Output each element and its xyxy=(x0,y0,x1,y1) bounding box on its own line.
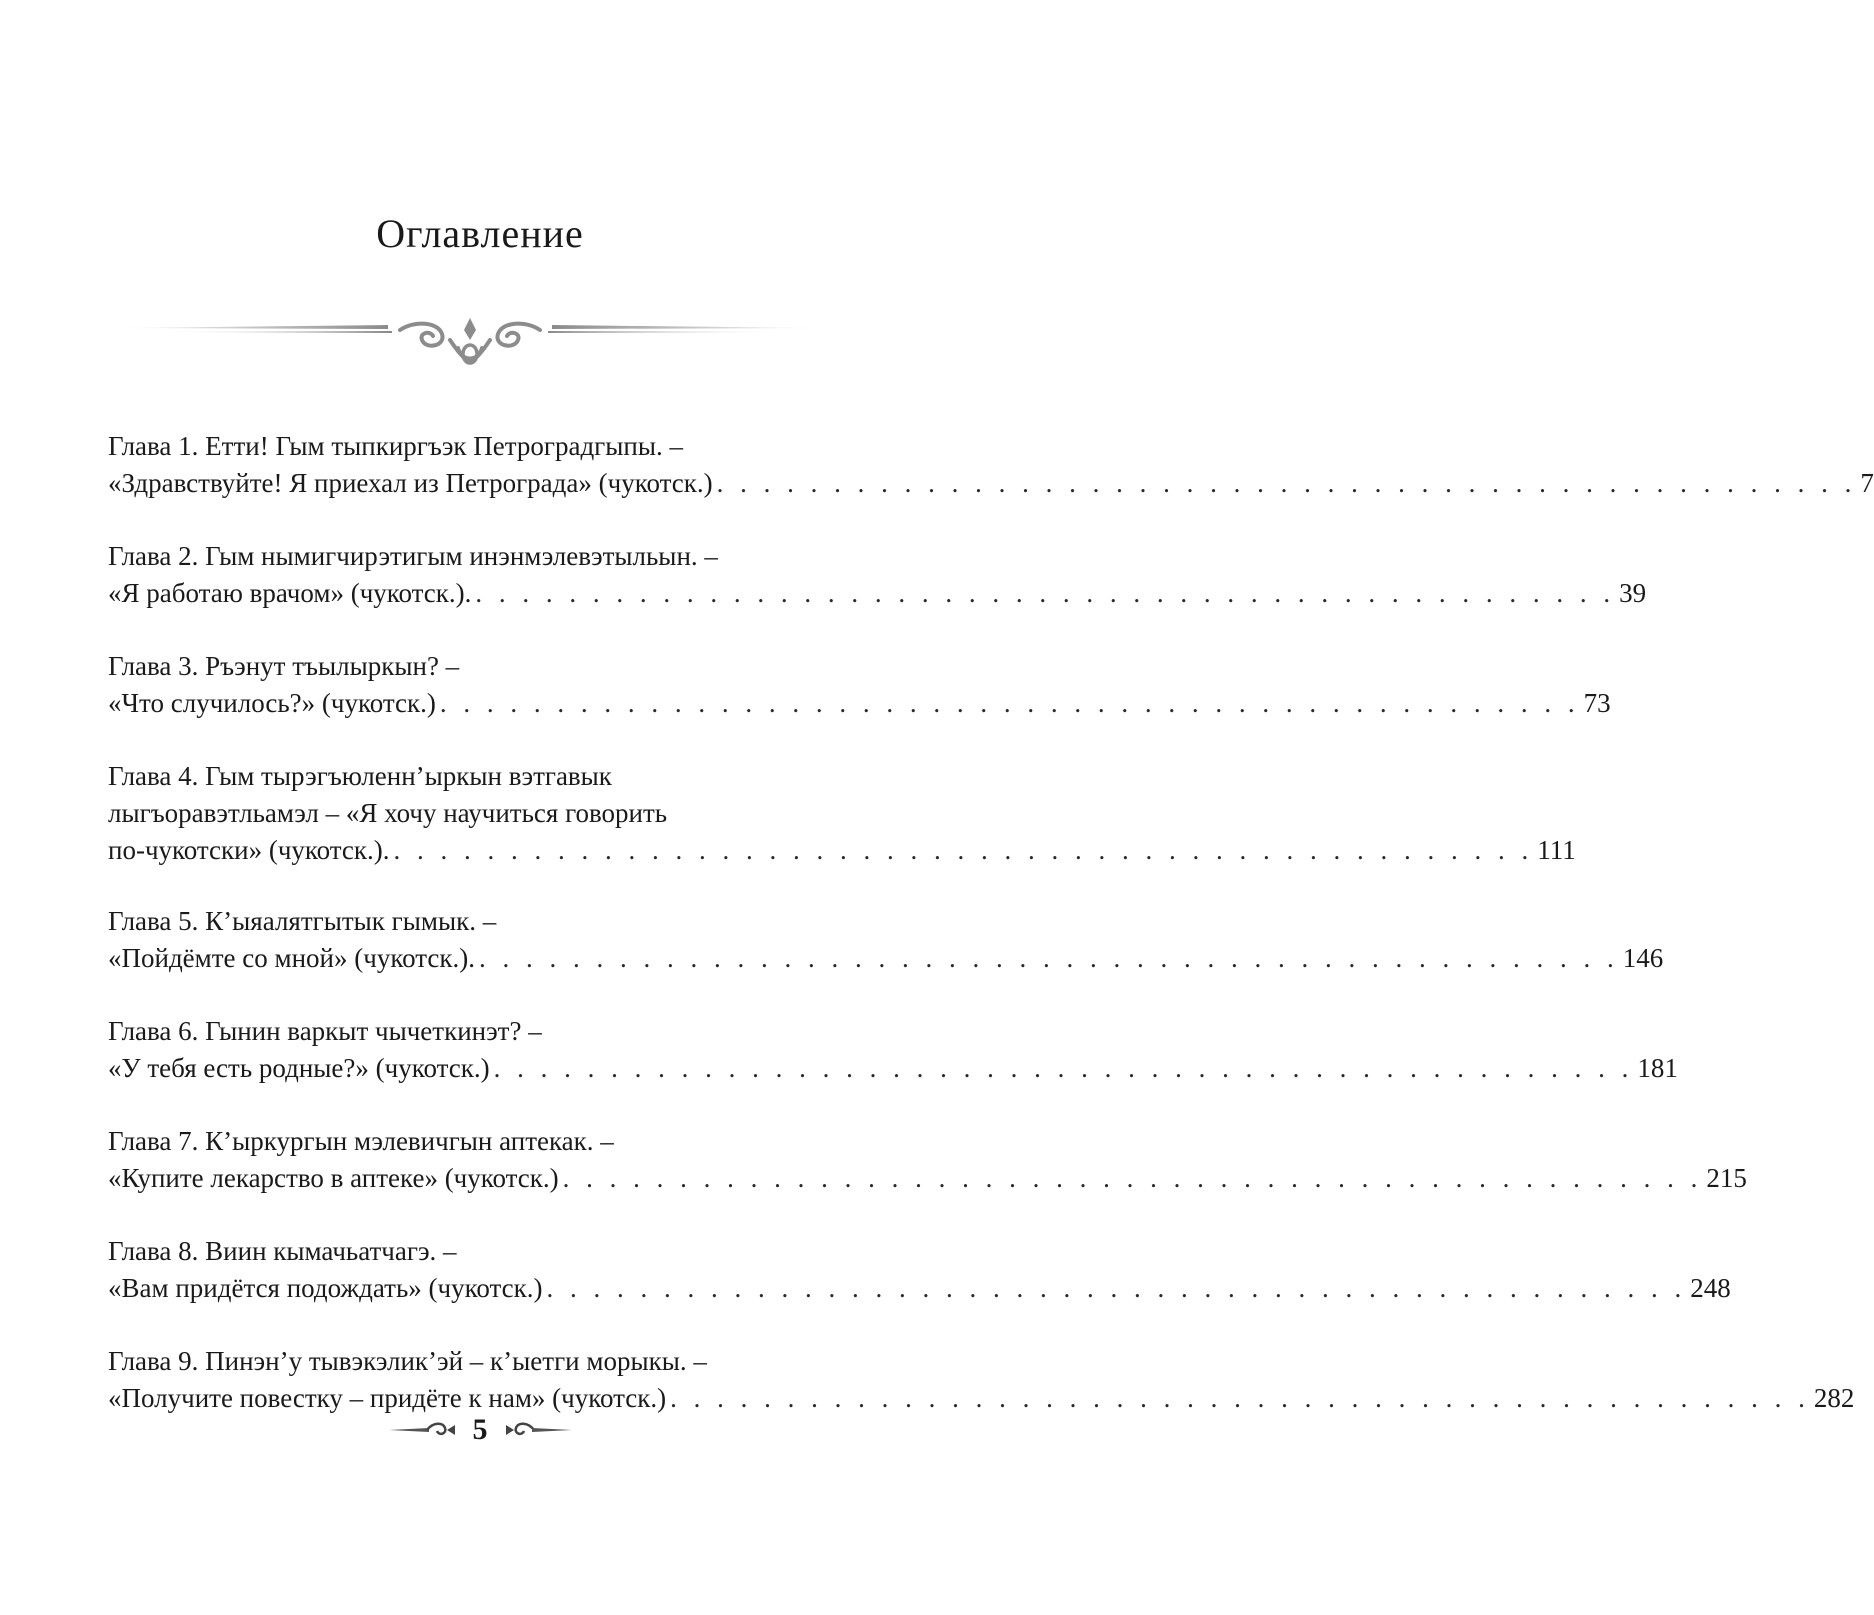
page-footer xyxy=(0,1408,960,1452)
toc-entry-subtitle: по-чукотски» (чукотск.). xyxy=(108,835,390,865)
page-title: Оглавление xyxy=(376,211,584,256)
toc-entry-title: Глава 2. Гым нымигчирэтигым инэнмэлевэтыльын. – xyxy=(108,541,718,571)
toc-page-number: 248 xyxy=(1690,1273,1731,1303)
toc-entry-2[interactable] xyxy=(108,538,1647,648)
toc-entry-8[interactable] xyxy=(108,1233,1731,1343)
toc-leader-dots: . . . . . . . . . . . . . . . . . . . . . . . . . . . . . . . . . . . . . . . . . . . . . . . . . xyxy=(493,1053,1634,1083)
toc-entry-subtitle: «Здравствуйте! Я приехал из Петрограда» (чукотск.) xyxy=(108,468,713,498)
toc-entry-title: Глава 7. К’ыркургын мэлевичгын аптекак. – xyxy=(108,1126,614,1156)
toc-page-number: 215 xyxy=(1706,1163,1747,1193)
toc-entry-7[interactable] xyxy=(108,1123,1747,1233)
table-of-contents xyxy=(108,428,1874,1453)
toc-leader-dots: . . . . . . . . . . . . . . . . . . . . . . . . . . . . . . . . . . . . . . . . . . . . . . . . . xyxy=(393,835,1534,865)
toc-entry-3[interactable] xyxy=(108,648,1611,758)
toc-entry-subtitle: «Получите повестку – придёте к нам» (чукотск.) xyxy=(108,1383,667,1413)
toc-leader-dots: . . . . . . . . . . . . . . . . . . . . . . . . . . . . . . . . . . . . . . . . . . . . . . . . . xyxy=(562,1163,1703,1193)
toc-leader-dots: . . . . . . . . . . . . . . . . . . . . . . . . . . . . . . . . . . . . . . . . . . . . . . . . . xyxy=(716,468,1857,498)
toc-entry-subtitle: «Купите лекарство в аптеке» (чукотск.) xyxy=(108,1163,559,1193)
left-flourish-icon xyxy=(389,1420,459,1440)
page-number: 5 xyxy=(472,1413,488,1446)
toc-entry-subtitle: «Пойдёмте со мной» (чукотск.). xyxy=(108,943,475,973)
toc-page-number: 73 xyxy=(1583,688,1611,718)
toc-leader-dots: . . . . . . . . . . . . . . . . . . . . . . . . . . . . . . . . . . . . . . . . . . . . . . . . . xyxy=(439,688,1580,718)
toc-entry-title: Глава 8. Виин кымачьатчагэ. – xyxy=(108,1236,457,1266)
toc-entry-6[interactable] xyxy=(108,1013,1678,1123)
toc-entry-title: Глава 4. Гым тырэгъюленн’ыркын вэтгавык xyxy=(108,761,612,791)
right-flourish-icon xyxy=(502,1420,572,1440)
toc-leader-dots: . . . . . . . . . . . . . . . . . . . . . . . . . . . . . . . . . . . . . . . . . . . . . . . . . xyxy=(478,943,1619,973)
toc-leader-dots: . . . . . . . . . . . . . . . . . . . . . . . . . . . . . . . . . . . . . . . . . . . . . . . . . xyxy=(670,1383,1810,1413)
toc-entry-4[interactable] xyxy=(108,758,1576,903)
toc-entry-title: Глава 5. К’ыяалятгытык гымык. – xyxy=(108,906,497,936)
toc-entry-title: Глава 1. Етти! Гым тыпкиргъэк Петроградгыпы. – xyxy=(108,431,683,461)
toc-page-number: 282 xyxy=(1813,1383,1855,1413)
toc-entry-subtitle: «Вам придётся подождать» (чукотск.) xyxy=(108,1273,543,1303)
divider-ornament-icon xyxy=(120,318,820,378)
toc-entry-title: Глава 9. Пинэн’у тывэкэлик’эй – к’ыетги морыкы. – xyxy=(108,1346,707,1376)
toc-entry-title: Глава 3. Ръэнут тъылыркын? – xyxy=(108,651,460,681)
toc-entry-subtitle: «Я работаю врачом» (чукотск.). xyxy=(108,578,472,608)
toc-page-number: 111 xyxy=(1537,835,1576,865)
toc-page-number: 146 xyxy=(1622,943,1664,973)
toc-entry-title-continued: лыгъоравэтльамэл – «Я хочу научиться говорить xyxy=(108,798,668,828)
toc-page-number: 181 xyxy=(1637,1053,1678,1083)
toc-page-number: 39 xyxy=(1619,578,1647,608)
toc-entry-subtitle: «У тебя есть родные?» (чукотск.) xyxy=(108,1053,490,1083)
toc-page-number: 7 xyxy=(1860,468,1874,498)
toc-entry-subtitle: «Что случилось?» (чукотск.) xyxy=(108,688,436,718)
toc-leader-dots: . . . . . . . . . . . . . . . . . . . . . . . . . . . . . . . . . . . . . . . . . . . . . . . . . xyxy=(475,578,1616,608)
toc-entry-title: Глава 6. Гынин варкыт чычеткинэт? – xyxy=(108,1016,542,1046)
toc-leader-dots: . . . . . . . . . . . . . . . . . . . . . . . . . . . . . . . . . . . . . . . . . . . . . . . . . xyxy=(546,1273,1687,1303)
toc-entry-5[interactable] xyxy=(108,903,1664,1013)
toc-entry-1[interactable] xyxy=(108,428,1874,538)
